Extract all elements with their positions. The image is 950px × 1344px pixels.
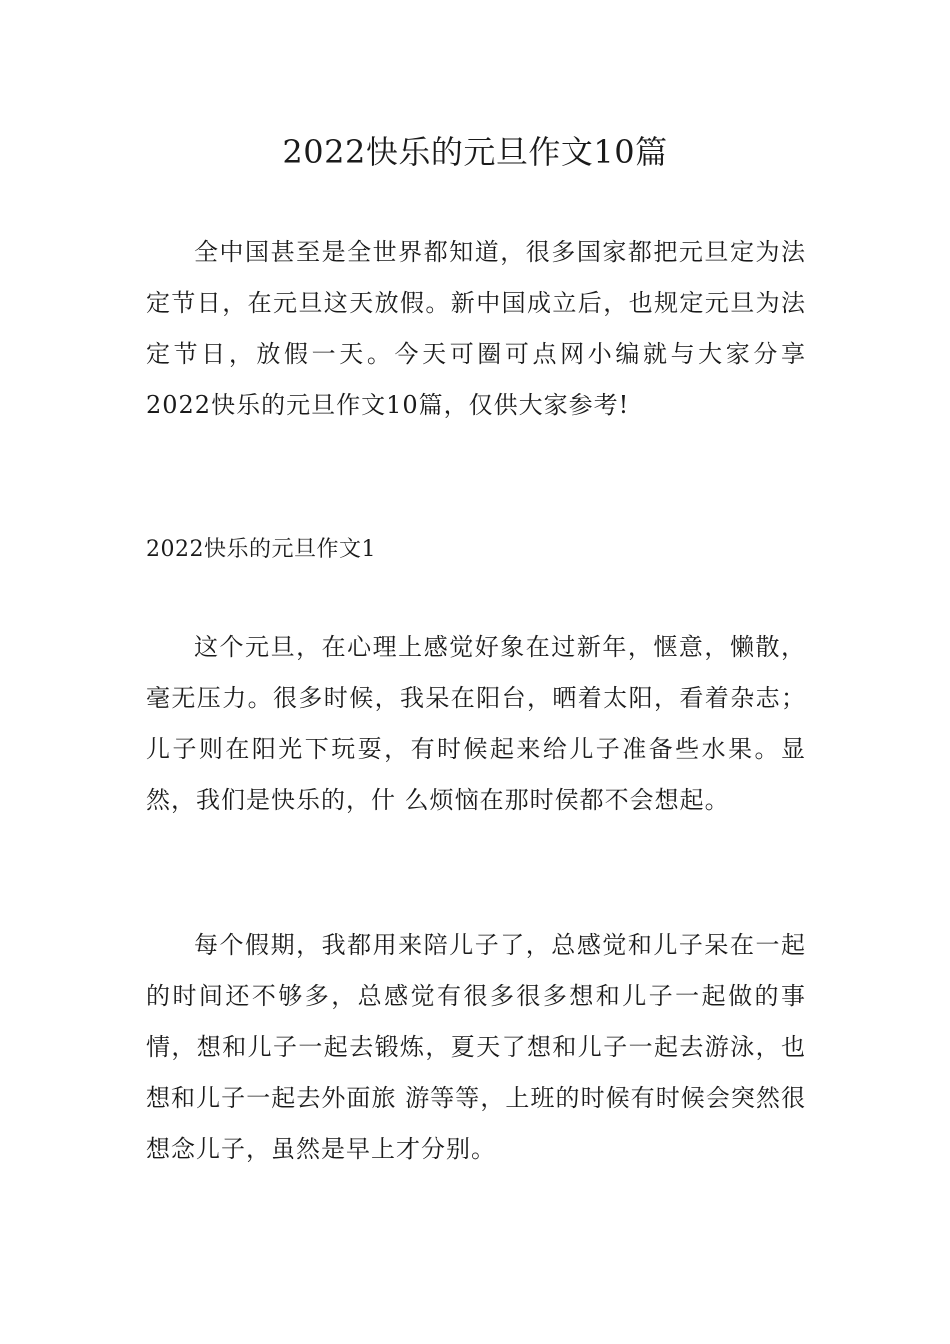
section-paragraph: 这个元旦，在心理上感觉好象在过新年，惬意，懒散，毫无压力。很多时候，我呆在阳台，晒着太阳，看着杂志；儿子则在阳光下玩耍，有时候起来给儿子准备些水果。显然，我们是快乐的，什 么烦恼在那时侯都不会想起。 [146, 633, 806, 814]
section-heading: 2022快乐的元旦作文1 [146, 537, 376, 562]
intro-paragraph: 全中国甚至是全世界都知道，很多国家都把元旦定为法定节日，在元旦这天放假。新中国成立后，也规定元旦为法定节日，放假一天。今天可圈可点网小编就与大家分享2022快乐的元旦作文10篇，仅供大家参考! [146, 238, 806, 419]
document-title: 2022快乐的元旦作文10篇 [282, 133, 668, 171]
section-paragraph: 每个假期，我都用来陪儿子了，总感觉和儿子呆在一起的时间还不够多，总感觉有很多很多想和儿子一起做的事情，想和儿子一起去锻炼，夏天了想和儿子一起去游泳，也想和儿子一起去外面旅 游等等，上班的时候有时候会突然很想念儿子，虽然是早上才分别。 [146, 931, 806, 1163]
